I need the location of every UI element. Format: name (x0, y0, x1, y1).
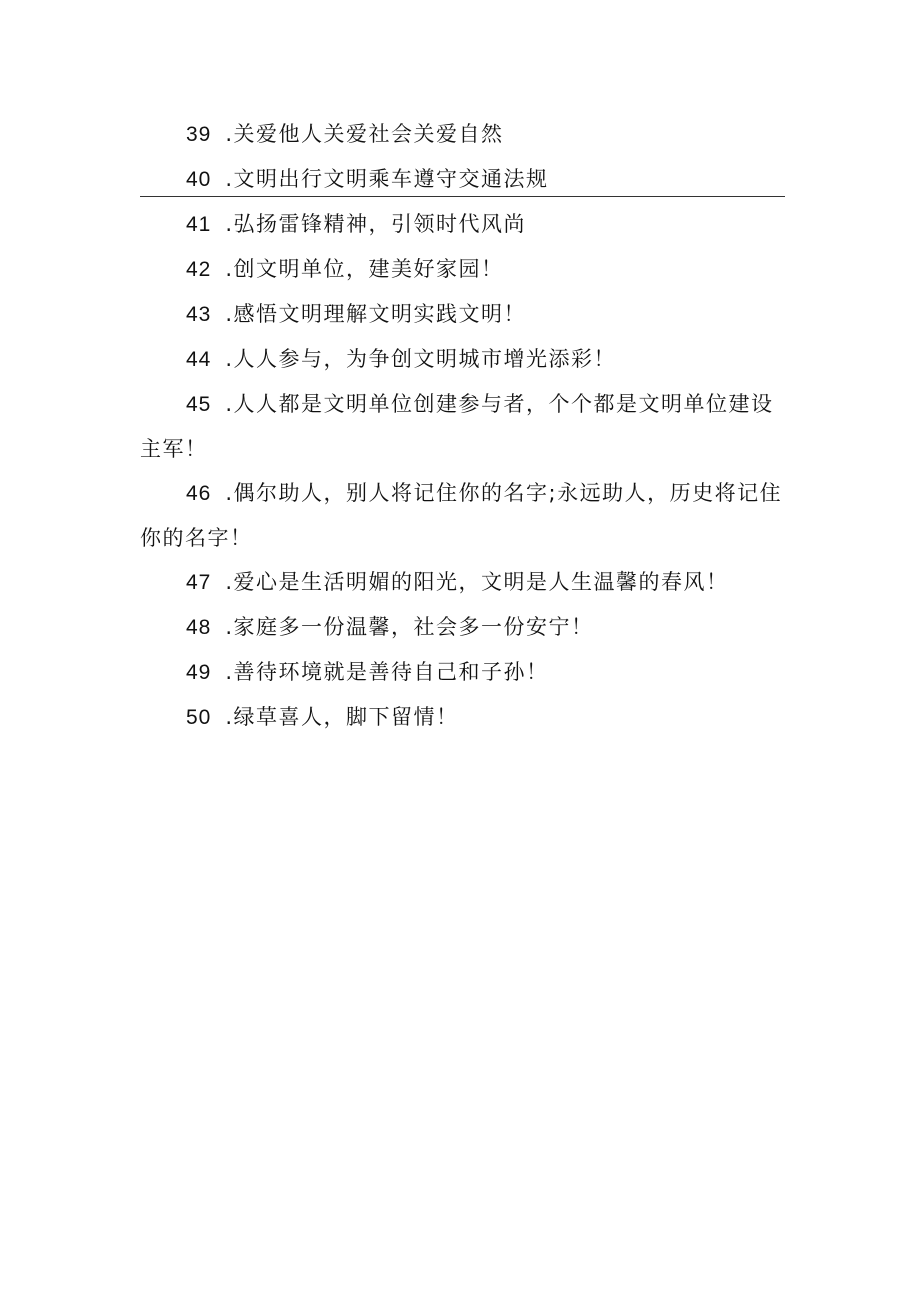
list-item (140, 471, 785, 560)
list-item (140, 112, 785, 157)
item-number: 40 (186, 168, 212, 191)
item-text: .创文明单位，建美好家园！ (225, 257, 504, 281)
item-text: .人人参与，为争创文明城市增光添彩！ (225, 347, 617, 371)
list-item (140, 337, 785, 382)
item-text: .感悟文明理解文明实践文明！ (225, 302, 527, 326)
item-number: 41 (186, 213, 212, 236)
slogan-list (140, 112, 785, 740)
item-text: .善待环境就是善待自己和子孙！ (225, 660, 549, 684)
item-number: 45 (186, 393, 212, 416)
page-break-rule (140, 196, 785, 197)
item-text: .弘扬雷锋精神，引领时代风尚 (225, 212, 527, 236)
item-text: .爱心是生活明媚的阳光，文明是人生温馨的春风！ (225, 570, 729, 594)
item-text: .人人都是文明单位创建参与者，个个都是文明单位建设主军！ (140, 392, 774, 461)
list-item (140, 650, 785, 695)
list-item (140, 382, 785, 471)
list-item (140, 560, 785, 605)
list-item (140, 202, 785, 247)
item-text: .文明出行文明乘车遵守交通法规 (225, 167, 549, 191)
item-text: .绿草喜人，脚下留情！ (225, 705, 459, 729)
item-number: 39 (186, 123, 212, 146)
item-number: 47 (186, 571, 212, 594)
item-number: 43 (186, 303, 212, 326)
item-number: 49 (186, 661, 212, 684)
list-item (140, 247, 785, 292)
item-number: 44 (186, 348, 212, 371)
item-number: 46 (186, 482, 212, 505)
item-text: .偶尔助人，别人将记住你的名字;永远助人，历史将记住你的名字！ (140, 481, 783, 550)
list-item (140, 292, 785, 337)
item-text: .家庭多一份温馨，社会多一份安宁！ (225, 615, 594, 639)
item-number: 42 (186, 258, 212, 281)
list-item (140, 695, 785, 740)
list-item (140, 605, 785, 650)
item-text: .关爱他人关爱社会关爱自然 (225, 122, 504, 146)
item-number: 48 (186, 616, 212, 639)
item-number: 50 (186, 706, 212, 729)
